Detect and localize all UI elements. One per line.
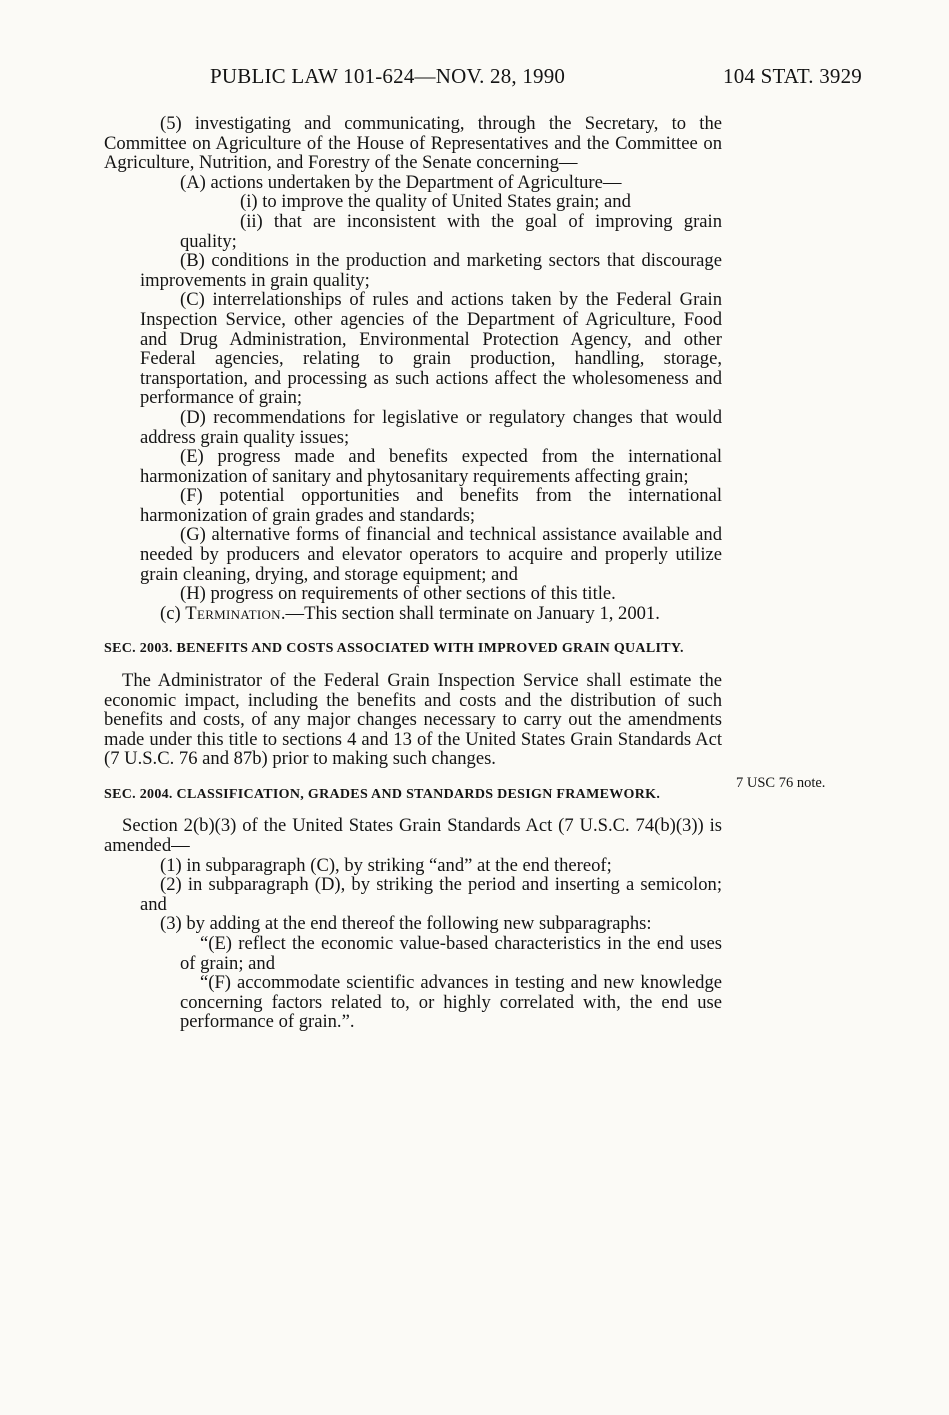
- amendment-item-1: (1) in subparagraph (C), by striking “and” at the end thereof;: [160, 854, 612, 876]
- body-text: [104, 114, 722, 1032]
- subparagraph-F: (F) potential opportunities and benefits from the international harmonization of grain grades and standards;: [140, 485, 722, 526]
- termination-paragraph: [104, 604, 722, 624]
- section-2003-heading: SEC. 2003. BENEFITS AND COSTS ASSOCIATED WITH IMPROVED GRAIN QUALITY.: [104, 641, 684, 657]
- subparagraph-H: (H) progress on requirements of other sections of this title.: [180, 583, 616, 605]
- spacer: [104, 769, 722, 785]
- amendment-item-2: (2) in subparagraph (D), by striking the period and inserting a semicolon; and: [140, 874, 722, 915]
- amendment-item-3: (3) by adding at the end thereof the following new subparagraphs:: [160, 913, 652, 935]
- termination-caption: Termination: [185, 602, 281, 624]
- subparagraph-G: (G) alternative forms of financial and technical assistance available and needed by producers and elevator operators to acquire and properly utilize grain cleaning, drying, and storage equipment; and: [140, 524, 722, 585]
- new-subparagraph-E: “(E) reflect the economic value-based characteristics in the end uses of grain; and: [180, 932, 722, 974]
- clause-A-ii: (ii) that are inconsistent with the goal of improving grain quality;: [180, 210, 722, 252]
- subparagraph-E: (E) progress made and benefits expected from the international harmonization of sanitary and phytosanitary requirements affecting grain;: [140, 446, 722, 487]
- termination-text: .—This section shall terminate on January 1, 2001.: [280, 602, 660, 624]
- margin-note-usc: 7 USC 76 note.: [736, 775, 826, 791]
- section-2003-text: The Administrator of the Federal Grain Inspection Service shall estimate the economic impact, including the benefits and costs and the distribution of such benefits and costs, of any major changes necessary to carry out the amendments made under this title to sections 4 and 13 of the United States Grain Standards Act (7 U.S.C. 76 and 87b) prior to making such changes.: [104, 669, 722, 770]
- section-2004-heading: SEC. 2004. CLASSIFICATION, GRADES AND STANDARDS DESIGN FRAMEWORK.: [104, 786, 661, 802]
- paragraph-5-intro: (5) investigating and communicating, through the Secretary, to the Committee on Agriculture of the House of Representatives and the Committee on Agriculture, Nutrition, and Forestry of the Senate concerning—: [104, 113, 722, 174]
- subparagraph-D: (D) recommendations for legislative or regulatory changes that would address grain quality issues;: [140, 406, 722, 448]
- section-2004-intro: Section 2(b)(3) of the United States Grain Standards Act (7 U.S.C. 74(b)(3)) is amended—: [104, 815, 722, 856]
- clause-A-i: (i) to improve the quality of United States grain; and: [240, 191, 631, 213]
- running-title: PUBLIC LAW 101-624—NOV. 28, 1990: [210, 64, 566, 88]
- new-subparagraph-F: “(F) accommodate scientific advances in testing and new knowledge concerning factors related to, or highly correlated with, the end use performance of grain.”.: [180, 972, 722, 1033]
- stat-page-number: 104 STAT. 3929: [723, 64, 862, 88]
- subparagraph-B: (B) conditions in the production and marketing sectors that discourage improvements in grain quality;: [140, 250, 722, 291]
- termination-label: (c): [160, 602, 186, 624]
- subparagraph-C: (C) interrelationships of rules and actions taken by the Federal Grain Inspection Service, other agencies of the Department of Agriculture, Food and Drug Administration, Environmental Protection Agency, and other Federal agencies, relating to grain production, handling, storage, transportation, and processing as such actions affect the wholesomeness and performance of grain;: [140, 289, 722, 409]
- spacer: [104, 623, 722, 639]
- subparagraph-A: (A) actions undertaken by the Department of Agriculture—: [180, 171, 622, 193]
